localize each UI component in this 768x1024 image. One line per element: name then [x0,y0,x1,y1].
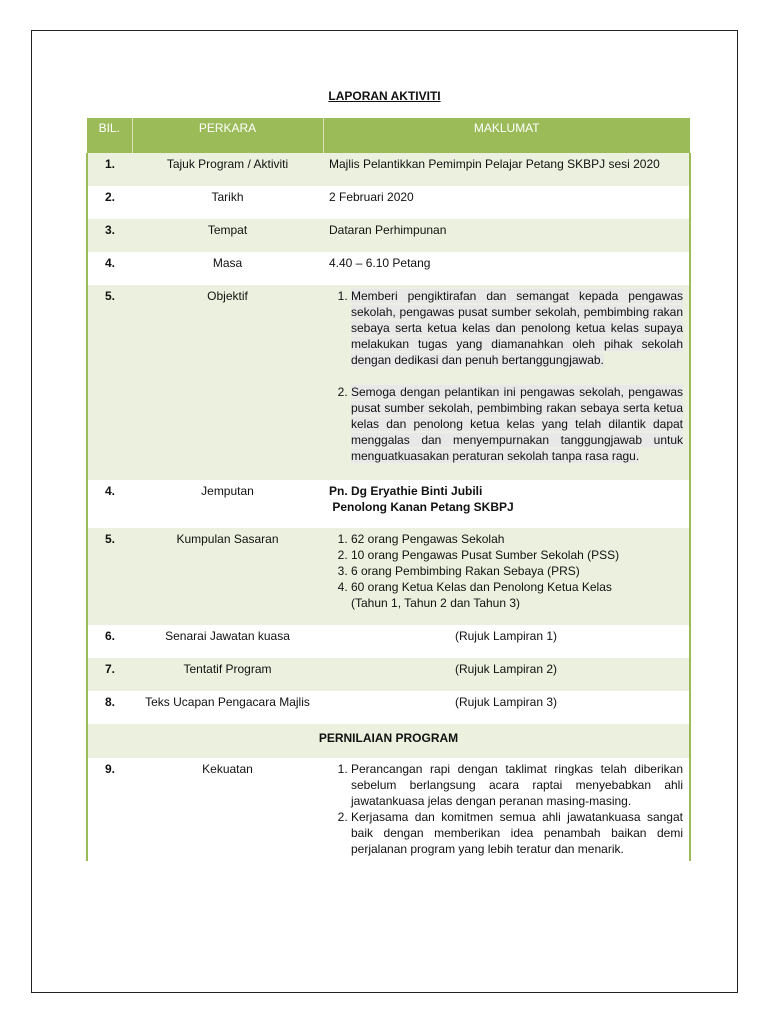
row-maklumat: Majlis Pelantikkan Pemimpin Pelajar Petang SKBPJ sesi 2020 [323,153,690,186]
table-row [87,528,690,625]
objective-item: Semoga dengan pelantikan ini pengawas sekolah, pengawas pusat sumber sekolah, pembimbing rakan sebaya serta ketua kelas dan penolong ketua kelas yang telah dilantik dapat menggalas dan menyempurnakan tanggungjawab untuk menguatkuasakan peraturan sekolah tanpa rasa ragu. [351,385,683,463]
table-row [87,691,690,724]
section-title: PERNILAIAN PROGRAM [87,724,690,758]
row-perkara: Teks Ucapan Pengacara Majlis [132,691,323,724]
row-perkara: Objektif [132,285,323,480]
row-perkara: Senarai Jawatan kuasa [132,625,323,658]
row-number: 6. [87,625,132,658]
row-perkara: Tajuk Program / Aktiviti [132,153,323,186]
row-number: 5. [87,285,132,480]
guest-name: Pn. Dg Eryathie Binti Jubili [329,484,483,498]
row-perkara: Kekuatan [132,758,323,861]
target-item: 2. 10 orang Pengawas Pusat Sumber Sekolah (PSS) [351,547,683,563]
table-row [87,625,690,658]
guest-title: Penolong Kanan Petang SKBPJ [329,500,514,514]
table-row [87,153,690,186]
header-perkara: PERKARA [132,118,323,153]
row-perkara: Kumpulan Sasaran [132,528,323,625]
row-perkara: Tarikh [132,186,323,219]
row-number: 4. [87,252,132,285]
table-row [87,252,690,285]
header-maklumat: MAKLUMAT [323,118,690,153]
row-number: 7. [87,658,132,691]
table-row [87,285,690,480]
table-row [87,219,690,252]
row-maklumat [323,758,690,861]
row-maklumat: (Rujuk Lampiran 2) [323,658,690,691]
row-maklumat: 2 Februari 2020 [323,186,690,219]
table-header-row [87,118,690,153]
document-page [31,30,738,993]
target-item: 1. 62 orang Pengawas Sekolah [351,531,683,547]
row-maklumat: (Rujuk Lampiran 1) [323,625,690,658]
report-table [86,118,691,861]
row-number: 3. [87,219,132,252]
table-row [87,480,690,528]
objective-item: Memberi pengiktirafan dan semangat kepada pengawas sekolah, pengawas pusat sumber sekolah, pembimbing rakan sebaya serta ketua kelas dan penolong ketua kelas supaya melakukan tugas yang diamanahkan oleh pihak sekolah dengan dedikasi dan penuh bertanggungjawab. [351,289,683,367]
target-item: 4. 60 orang Ketua Kelas dan Penolong Ketua Kelas [351,579,683,595]
row-maklumat [323,285,690,480]
row-perkara: Masa [132,252,323,285]
strength-item: 2. Kerjasama dan komitmen semua ahli jawatankuasa sangat baik dengan memberikan idea penambah baikan demi perjalanan program yang lebih teratur dan menarik. [351,809,683,857]
table-row [87,758,690,861]
table-row [87,658,690,691]
row-maklumat [323,480,690,528]
row-number: 4. [87,480,132,528]
row-number: 8. [87,691,132,724]
section-row [87,724,690,758]
row-maklumat: (Rujuk Lampiran 3) [323,691,690,724]
row-perkara: Tempat [132,219,323,252]
row-number: 9. [87,758,132,861]
report-title: LAPORAN AKTIVITI [328,89,441,103]
row-number: 2. [87,186,132,219]
row-maklumat: Dataran Perhimpunan [323,219,690,252]
row-perkara: Jemputan [132,480,323,528]
header-bil: BIL. [87,118,132,153]
row-maklumat [323,528,690,625]
row-number: 1. [87,153,132,186]
table-row [87,186,690,219]
strength-item: 1. Perancangan rapi dengan taklimat ringkas telah diberikan sebelum berlangsung acara raptai menyebabkan ahli jawatankuasa jelas dengan peranan masing-masing. [351,761,683,809]
row-perkara: Tentatif Program [132,658,323,691]
target-note: (Tahun 1, Tahun 2 dan Tahun 3) [351,596,521,610]
row-maklumat: 4.40 – 6.10 Petang [323,252,690,285]
target-item: 3. 6 orang Pembimbing Rakan Sebaya (PRS) [351,563,683,579]
row-number: 5. [87,528,132,625]
